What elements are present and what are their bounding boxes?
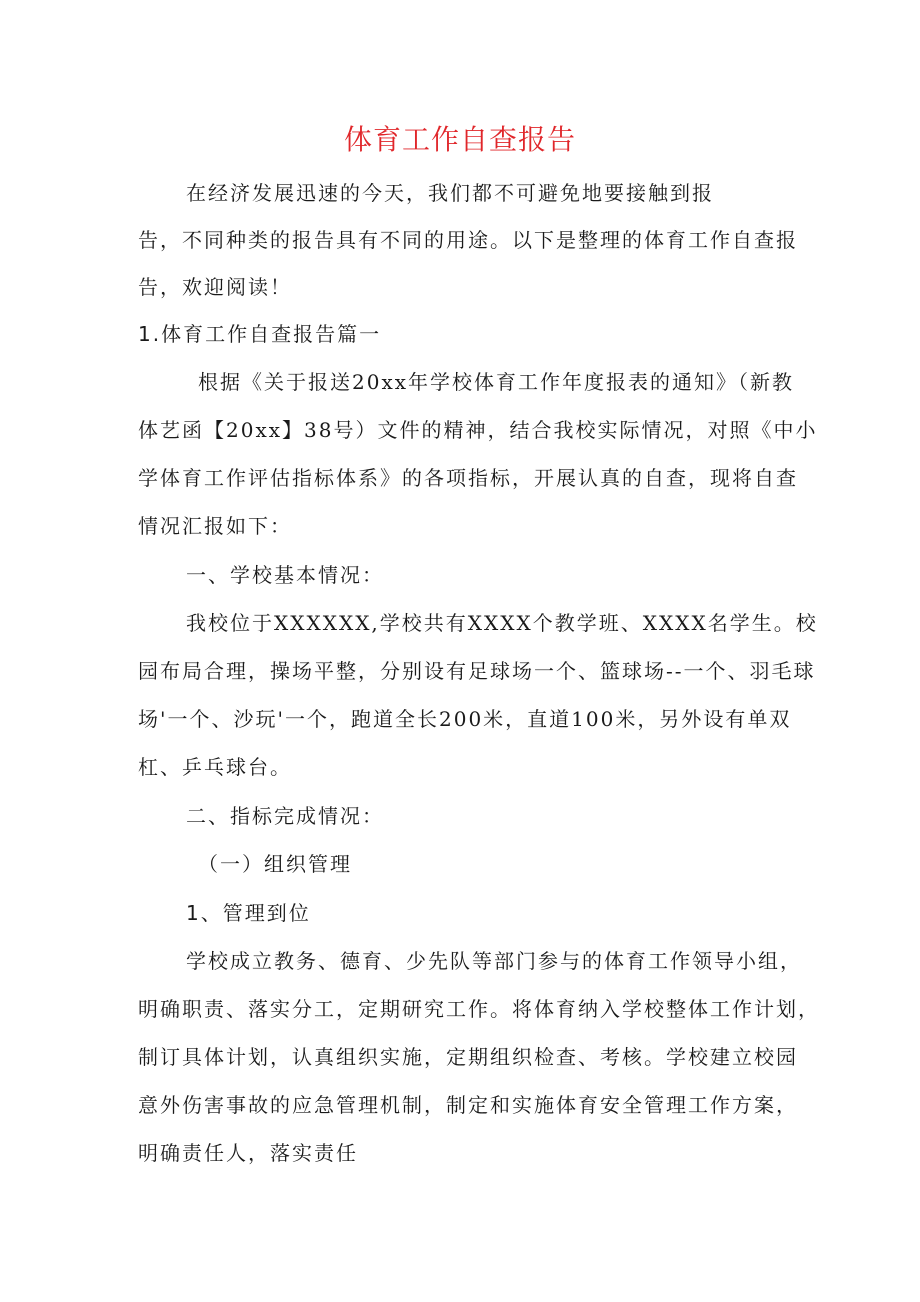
para3-line-1: 学校成立教务、德育、少先队等部门参与的体育工作领导小组， (186, 949, 802, 973)
document-title: 体育工作自查报告 (343, 123, 576, 156)
para2-line-4: 杠、乒乓球台。 (138, 755, 292, 779)
para1-line-4: 情况汇报如下： (138, 514, 292, 538)
heading-basic-info: 一、学校基本情况： (186, 563, 384, 587)
para3-line-3: 制订具体计划，认真组织实施，定期组织检查、考核。学校建立校园 (138, 1045, 798, 1069)
intro-line-2: 告，不同种类的报告具有不同的用途。以下是整理的体育工作自查报 (138, 228, 798, 252)
para3-line-4: 意外伤害事故的应急管理机制，制定和实施体育安全管理工作方案， (138, 1093, 798, 1117)
para1-line-2: 体艺函【20xx】38号）文件的精神，结合我校实际情况，对照《中小 (138, 418, 818, 442)
para2-line-3: 场'一个、沙玩'一个，跑道全长200米，直道100米，另外设有单双 (138, 707, 792, 731)
para1-line-3: 学体育工作评估指标体系》的各项指标，开展认真的自查，现将自查 (138, 466, 798, 490)
subheading-organization: （一）组织管理 (198, 852, 352, 876)
para2-line-1: 我校位于XXXXXX,学校共有XXXX个教学班、XXXX名学生。校 (186, 611, 818, 635)
para2-line-2: 园布局合理，操场平整，分别设有足球场一个、篮球场--一个、羽毛球 (138, 659, 816, 683)
subheading-management: 1、管理到位 (186, 901, 311, 925)
intro-line-1: 在经济发展迅速的今天，我们都不可避免地要接触到报 (186, 181, 714, 205)
para3-line-2: 明确职责、落实分工，定期研究工作。将体育纳入学校整体工作计划， (138, 997, 820, 1021)
para3-line-5: 明确责任人，落实责任 (138, 1141, 358, 1165)
intro-line-3: 告，欢迎阅读！ (138, 275, 292, 299)
heading-indicators: 二、指标完成情况： (186, 804, 384, 828)
section-heading: 1.体育工作自查报告篇一 (138, 322, 382, 346)
para1-line-1: 根据《关于报送20xx年学校体育工作年度报表的通知》（新教 (198, 370, 795, 394)
